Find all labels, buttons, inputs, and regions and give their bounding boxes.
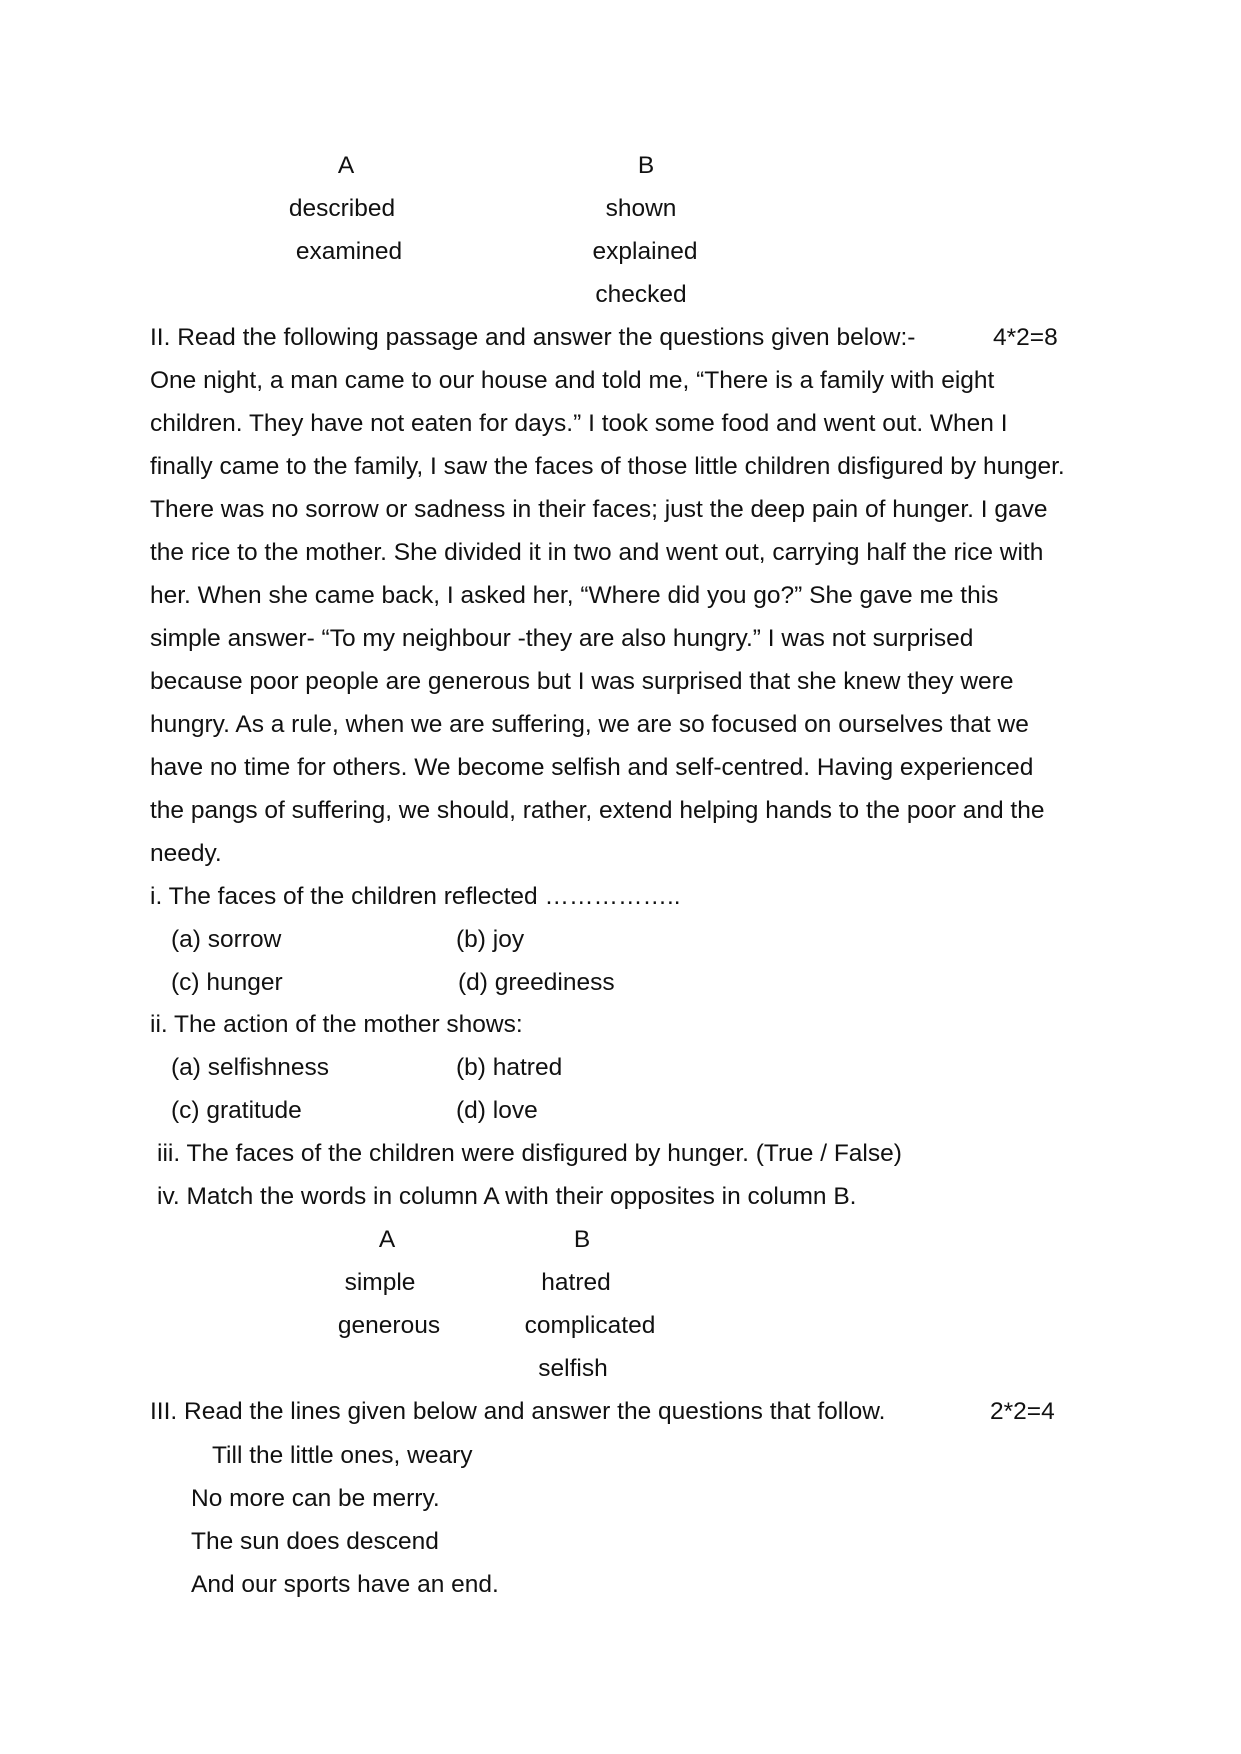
passage-line: the rice to the mother. She divided it in two and went out, carrying half the rice with [150,539,1044,566]
passage-line: needy. [150,840,222,867]
question-1-option-c: (c) hunger [171,969,283,996]
question-1: i. The faces of the children reflected …………….. [150,883,681,910]
table2-header-a: A [378,1226,396,1253]
passage-line: There was no sorrow or sadness in their faces; just the deep pain of hunger. I gave [150,496,1048,523]
table1-header-a: A [337,152,355,179]
section-2-heading: II. Read the following passage and answer the questions given below:- [150,324,916,351]
question-1-option-d: (d) greediness [458,969,615,996]
table2-b-item: complicated [524,1312,656,1339]
question-1-option-a: (a) sorrow [171,926,282,953]
table1-b-item: explained [592,238,698,265]
question-2-option-c: (c) gratitude [171,1097,302,1124]
table2-b-item: selfish [538,1355,608,1382]
passage-line: have no time for others. We become selfish and self-centred. Having experienced [150,754,1034,781]
poem-line: Till the little ones, weary [212,1442,473,1469]
table1-header-b: B [637,152,655,179]
passage-line: because poor people are generous but I was surprised that she knew they were [150,668,1014,695]
passage-line: hungry. As a rule, when we are suffering, we are so focused on ourselves that we [150,711,1029,738]
section-3-marks: 2*2=4 [990,1398,1055,1425]
table1-b-item: checked [595,281,687,308]
passage-line: children. They have not eaten for days.” I took some food and went out. When I [150,410,1008,437]
section-3-heading: III. Read the lines given below and answer the questions that follow. [150,1398,886,1425]
passage-line: simple answer- “To my neighbour -they are also hungry.” I was not surprised [150,625,974,652]
section-2-marks: 4*2=8 [993,324,1058,351]
table2-b-item: hatred [541,1269,611,1296]
table1-a-item: described [288,195,396,222]
poem-line: The sun does descend [191,1528,439,1555]
question-4: iv. Match the words in column A with their opposites in column B. [157,1183,857,1210]
question-3: iii. The faces of the children were disfigured by hunger. (True / False) [157,1140,902,1167]
question-2-option-d: (d) love [456,1097,538,1124]
table2-a-item: simple [344,1269,416,1296]
poem-line: No more can be merry. [191,1485,440,1512]
table2-header-b: B [573,1226,591,1253]
question-1-option-b: (b) joy [456,926,525,953]
question-2: ii. The action of the mother shows: [150,1011,523,1038]
passage-line: finally came to the family, I saw the faces of those little children disfigured by hunger. [150,453,1065,480]
table2-a-item: generous [337,1312,441,1339]
passage-line: her. When she came back, I asked her, “Where did you go?” She gave me this [150,582,999,609]
passage-line: One night, a man came to our house and told me, “There is a family with eight [150,367,995,394]
question-2-option-b: (b) hatred [456,1054,563,1081]
question-2-option-a: (a) selfishness [171,1054,329,1081]
poem-line: And our sports have an end. [191,1571,499,1598]
passage-line: the pangs of suffering, we should, rather, extend helping hands to the poor and the [150,797,1045,824]
table1-b-item: shown [605,195,677,222]
table1-a-item: examined [295,238,403,265]
